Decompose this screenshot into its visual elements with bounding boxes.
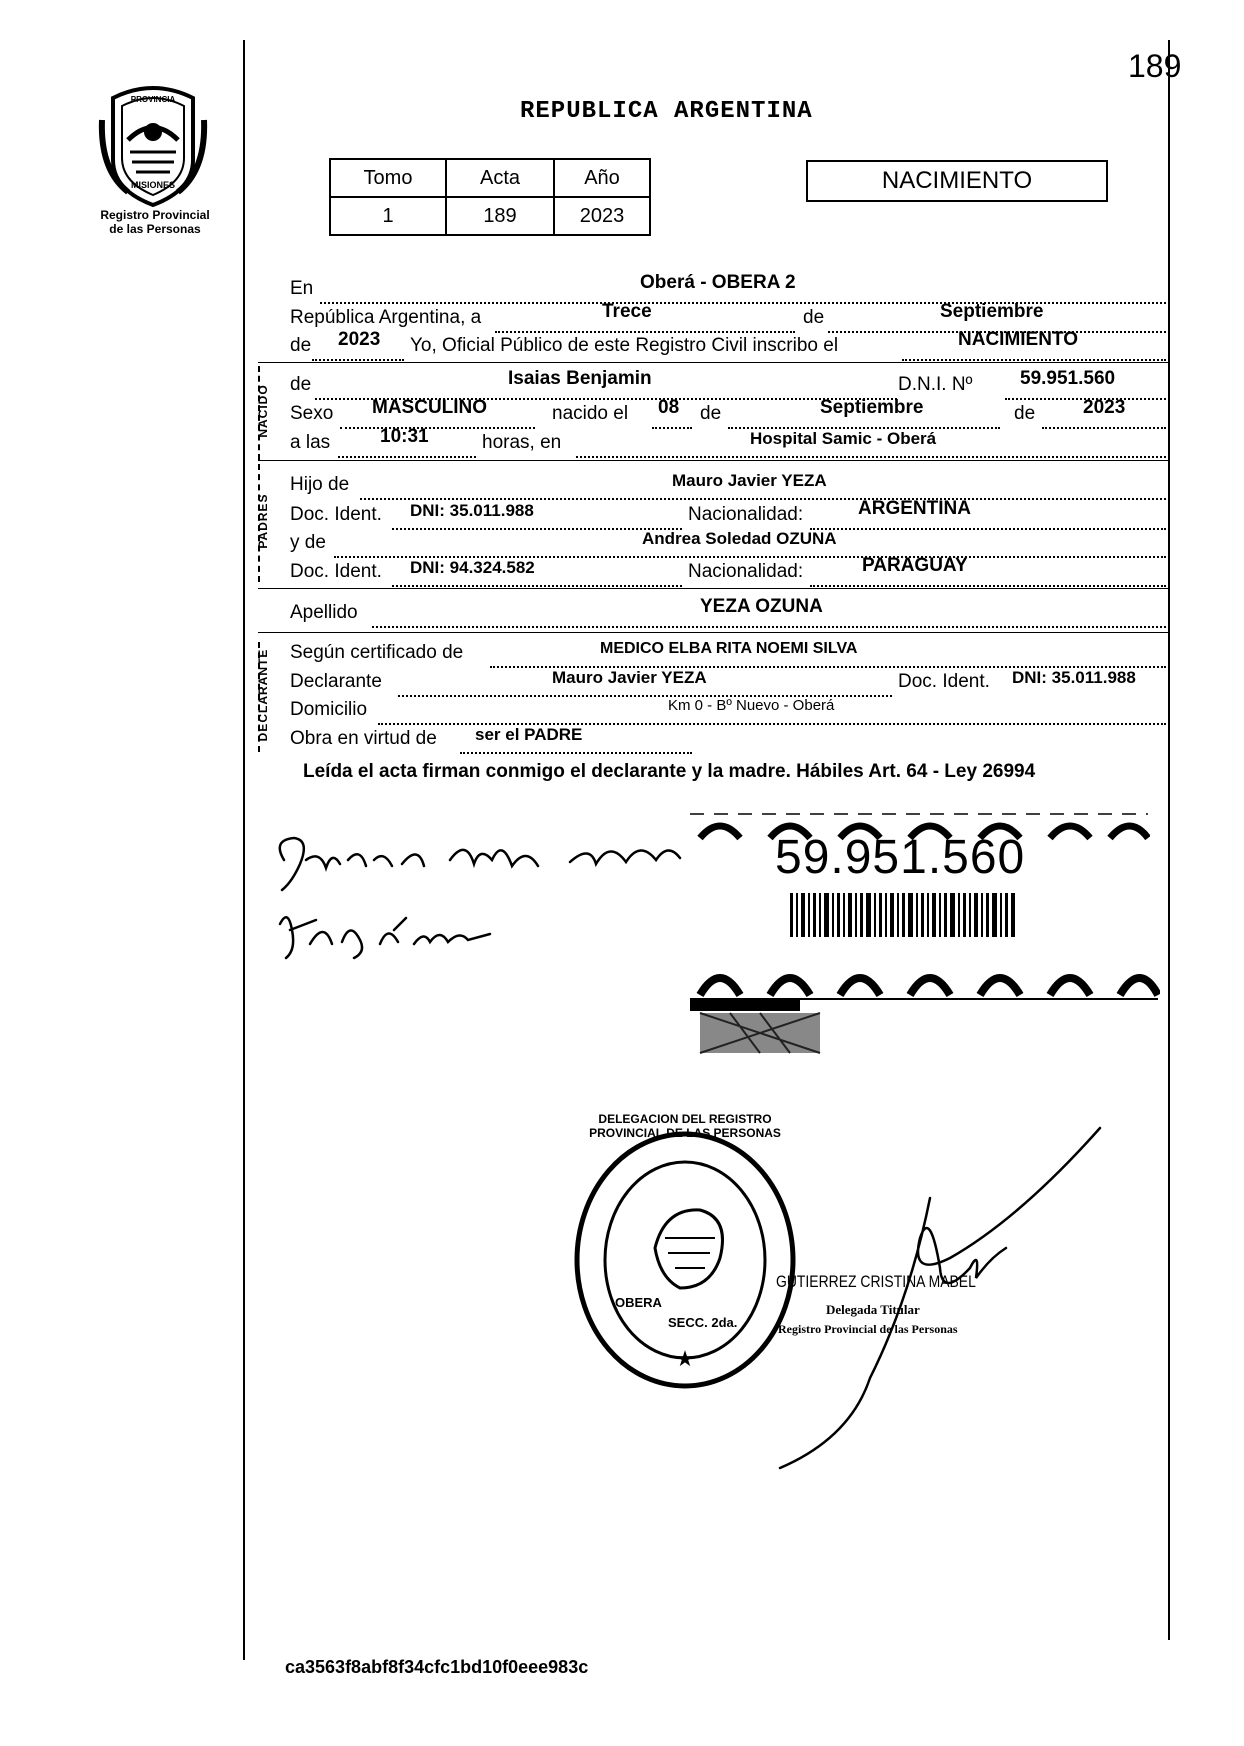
domicilio-label: Domicilio [290, 699, 368, 720]
misiones-shield-icon [98, 80, 208, 208]
acta-table-header: Tomo [330, 159, 446, 197]
madre-doc-row [290, 555, 1166, 585]
tipo-value: NACIMIENTO [958, 329, 1078, 350]
declarante-row [290, 669, 1166, 695]
nacido-dni-label: D.N.I. Nº [898, 374, 973, 395]
horas-en-label: horas, en [482, 432, 562, 453]
nacido-mes: Septiembre [820, 397, 924, 418]
firma-oficial [770, 1118, 1120, 1483]
anio-prefix: de [290, 335, 312, 356]
document-hash: ca3563f8abf8f34cfc1bd10f0eee983c [285, 1657, 589, 1677]
nacido-el-label: nacido el [552, 403, 629, 424]
padres-section-label: PADRES [256, 493, 270, 549]
handwritten-signature-icon [770, 1118, 1120, 1478]
nacido-hora-row [290, 426, 1166, 456]
page-number: 189 [1128, 48, 1182, 84]
dia-value: Trece [602, 301, 652, 322]
left-margin-line [243, 40, 245, 1660]
anio-row [290, 329, 1166, 359]
nacido-dia: 08 [658, 397, 680, 418]
hijo-de-label: Hijo de [290, 474, 350, 495]
republica-label: República Argentina, a [290, 307, 482, 328]
oficial-organismo: Registro Provincial de las Personas [778, 1322, 958, 1336]
obra-value: ser el PADRE [475, 725, 583, 744]
acta-table-header: Año [554, 159, 650, 197]
declarante-nombre: Mauro Javier YEZA [552, 668, 707, 687]
right-margin-line [1168, 40, 1170, 1640]
sello-texto: DELEGACION DEL REGISTRO PROVINCIAL DE LAS PERSONAS [589, 1112, 781, 1140]
acta-table-cell: 1 [330, 197, 446, 235]
padre-doc: DNI: 35.011.988 [410, 501, 534, 520]
anio-value: 2023 [338, 329, 381, 350]
nacido-de-label2: de [700, 403, 722, 424]
sexo-value: MASCULINO [372, 397, 488, 418]
barcode [790, 893, 1016, 942]
section-divider [258, 588, 1168, 589]
de-label: de [803, 307, 825, 328]
section-divider [258, 460, 1168, 461]
svg-text:PROVINCIA: PROVINCIA [130, 95, 176, 104]
lugar-value: Hospital Samic - Oberá [750, 429, 937, 448]
madre-nombre: Andrea Soledad OZUNA [642, 529, 837, 548]
logo-caption-line1: Registro Provincial [100, 208, 210, 222]
nacido-de-label: de [290, 374, 312, 395]
obra-row [290, 726, 1166, 752]
padre-doc-label: Doc. Ident. [290, 504, 382, 525]
nacido-nombre: Isaias Benjamin [508, 368, 652, 389]
provincial-logo [98, 80, 208, 208]
en-value: Oberá - OBERA 2 [640, 272, 796, 293]
guilloche-pattern-icon [690, 955, 1160, 1055]
section-divider [258, 632, 1168, 633]
madre-doc: DNI: 94.324.582 [410, 558, 535, 577]
domicilio-row [290, 697, 1166, 723]
nacido-dni: 59.951.560 [1020, 368, 1116, 389]
declarante-section-label: DECLARANTE [256, 648, 270, 742]
certificado-row [290, 640, 1166, 666]
acta-table-header-row [330, 159, 650, 197]
padre-nombre: Mauro Javier YEZA [672, 471, 827, 490]
oficial-cargo: Delegada Titular [826, 1302, 920, 1317]
acta-table [329, 158, 651, 236]
nacido-anio: 2023 [1083, 397, 1126, 418]
identificador-numero: 59.951.560 [775, 831, 1026, 884]
page-title: REPUBLICA ARGENTINA [520, 98, 813, 125]
padre-nac-label: Nacionalidad: [688, 504, 804, 525]
sello-seccion: SECC. 2da. [668, 1315, 738, 1330]
y-de-label: y de [290, 532, 326, 553]
firma-madre [270, 820, 690, 905]
section-divider [258, 362, 1168, 363]
acta-table-cell: 189 [446, 197, 554, 235]
apellido-row [290, 596, 1166, 626]
oficial-nombre: GUTIERREZ CRISTINA MABEL [776, 1272, 976, 1291]
svg-text:MISIONES: MISIONES [130, 180, 176, 190]
apellido-value: YEZA OZUNA [700, 596, 823, 617]
security-strip-bottom [690, 955, 1160, 1060]
padre-row [290, 472, 1166, 498]
acta-table-value-row [330, 197, 650, 235]
mes-value: Septiembre [940, 301, 1044, 322]
svg-text:★: ★ [675, 1347, 695, 1372]
official-seal [570, 1128, 800, 1398]
registry-seal-icon [570, 1128, 800, 1393]
padre-nac: ARGENTINA [858, 498, 971, 519]
obra-label: Obra en virtud de [290, 728, 437, 749]
sexo-label: Sexo [290, 403, 334, 424]
madre-doc-label: Doc. Ident. [290, 561, 382, 582]
barcode-icon [790, 893, 1016, 937]
inscripcion-texto: Yo, Oficial Público de este Registro Civil inscribo el [410, 335, 839, 356]
a-las-label: a las [290, 432, 331, 453]
acta-table-header: Acta [446, 159, 554, 197]
declarante-label: Declarante [290, 671, 382, 692]
firma-padre [270, 900, 500, 975]
handwritten-signature-icon [270, 900, 500, 970]
madre-nac: PARAGUAY [862, 555, 968, 576]
logo-caption-line2: de las Personas [109, 222, 201, 236]
handwritten-signature-icon [270, 820, 690, 900]
apellido-label: Apellido [290, 602, 358, 623]
lectura-nota: Leída el acta firman conmigo el declarante y la madre. Hábiles Art. 64 - Ley 26994 [303, 761, 1036, 782]
domicilio-value: Km 0 - Bº Nuevo - Oberá [668, 697, 835, 714]
nacido-de-label3: de [1014, 403, 1036, 424]
madre-nac-label: Nacionalidad: [688, 561, 804, 582]
en-label: En [290, 278, 314, 299]
certificado-value: MEDICO ELBA RITA NOEMI SILVA [600, 640, 858, 657]
declarante-doc-label: Doc. Ident. [898, 671, 990, 692]
madre-row [290, 530, 1166, 556]
nacido-section-label: NACIDO [256, 384, 270, 438]
logo-caption [70, 208, 240, 236]
padre-doc-row [290, 498, 1166, 528]
hora-value: 10:31 [380, 426, 429, 447]
sello-localidad: OBERA [615, 1295, 662, 1310]
declarante-doc: DNI: 35.011.988 [1012, 668, 1136, 687]
tipo-acta-box: NACIMIENTO [806, 160, 1108, 202]
acta-table-cell: 2023 [554, 197, 650, 235]
certificado-label: Según certificado de [290, 642, 464, 663]
